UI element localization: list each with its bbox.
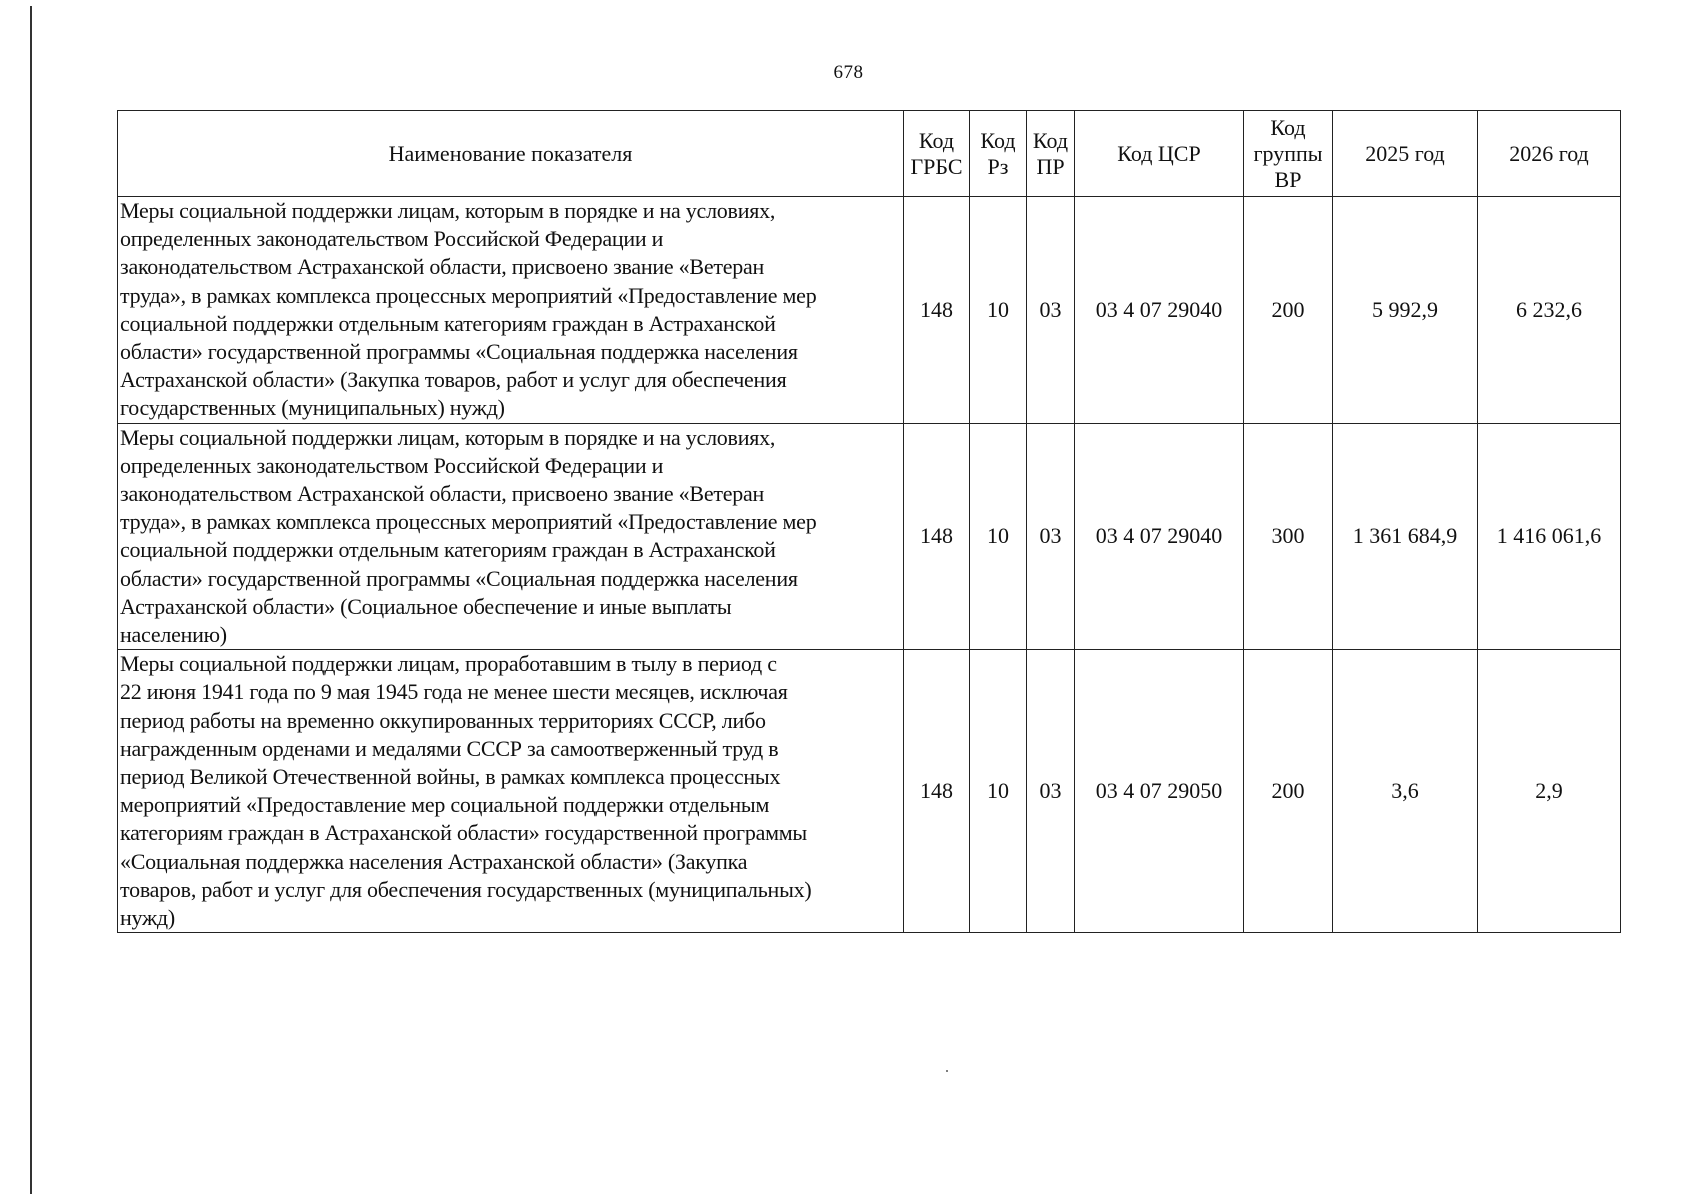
amount-2025-cell: 3,6 [1333,650,1478,933]
table-row [118,197,1621,424]
grbs-cell: 148 [904,423,970,650]
header-2025: 2025 год [1333,111,1478,197]
header-rz: Код Рз [970,111,1027,197]
header-2026: 2026 год [1478,111,1621,197]
csr-cell: 03 4 07 29050 [1075,650,1244,933]
header-name: Наименование показателя [118,111,904,197]
csr-cell: 03 4 07 29040 [1075,197,1244,424]
amount-2025-cell: 1 361 684,9 [1333,423,1478,650]
table-row [118,650,1621,933]
header-pr: Код ПР [1027,111,1075,197]
amount-2026-cell: 6 232,6 [1478,197,1621,424]
rz-cell: 10 [970,197,1027,424]
vr-cell: 200 [1244,197,1333,424]
row-name-cell: Меры социальной поддержки лицам, проработавшим в тылу в период с 22 июня 1941 года по 9 мая 1945 года не менее шести месяцев, исключая период работы на временно оккупированных территориях СССР, либо награжденным орденами и медалями СССР за самоотверженный труд в период Великой Отечественной войны, в рамках комплекса процессных мероприятий «Предоставление мер социальной поддержки отдельным категориям граждан в Астраханской области» государственной программы «Социальная поддержка населения Астраханской области» (Закупка товаров, работ и услуг для обеспечения государственных (муниципальных) нужд) [118,650,904,933]
header-grbs: Код ГРБС [904,111,970,197]
header-vr: Код группы ВР [1244,111,1333,197]
page-edge-line [30,6,32,1194]
csr-cell: 03 4 07 29040 [1075,423,1244,650]
grbs-cell: 148 [904,650,970,933]
page-number: 678 [833,62,864,83]
amount-2025-cell: 5 992,9 [1333,197,1478,424]
vr-cell: 300 [1244,423,1333,650]
table-header-row [118,111,1621,197]
amount-2026-cell: 2,9 [1478,650,1621,933]
rz-cell: 10 [970,650,1027,933]
pr-cell: 03 [1027,650,1075,933]
row-name-cell: Меры социальной поддержки лицам, которым в порядке и на условиях, определенных законодательством Российской Федерации и законодательством Астраханской области, присвоено звание «Ветеран труда», в рамках комплекса процессных мероприятий «Предоставление мер социальной поддержки отдельным категориям граждан в Астраханской области» государственной программы «Социальная поддержка населения Астраханской области» (Социальное обеспечение и иные выплаты населению) [118,423,904,650]
grbs-cell: 148 [904,197,970,424]
pr-cell: 03 [1027,423,1075,650]
rz-cell: 10 [970,423,1027,650]
row-name-cell: Меры социальной поддержки лицам, которым в порядке и на условиях, определенных законодательством Российской Федерации и законодательством Астраханской области, присвоено звание «Ветеран труда», в рамках комплекса процессных мероприятий «Предоставление мер социальной поддержки отдельным категориям граждан в Астраханской области» государственной программы «Социальная поддержка населения Астраханской области» (Закупка товаров, работ и услуг для обеспечения государственных (муниципальных) нужд) [118,197,904,424]
pr-cell: 03 [1027,197,1075,424]
header-csr: Код ЦСР [1075,111,1244,197]
table-row [118,423,1621,650]
budget-table [117,110,1621,933]
scan-speck [946,1070,948,1072]
vr-cell: 200 [1244,650,1333,933]
amount-2026-cell: 1 416 061,6 [1478,423,1621,650]
